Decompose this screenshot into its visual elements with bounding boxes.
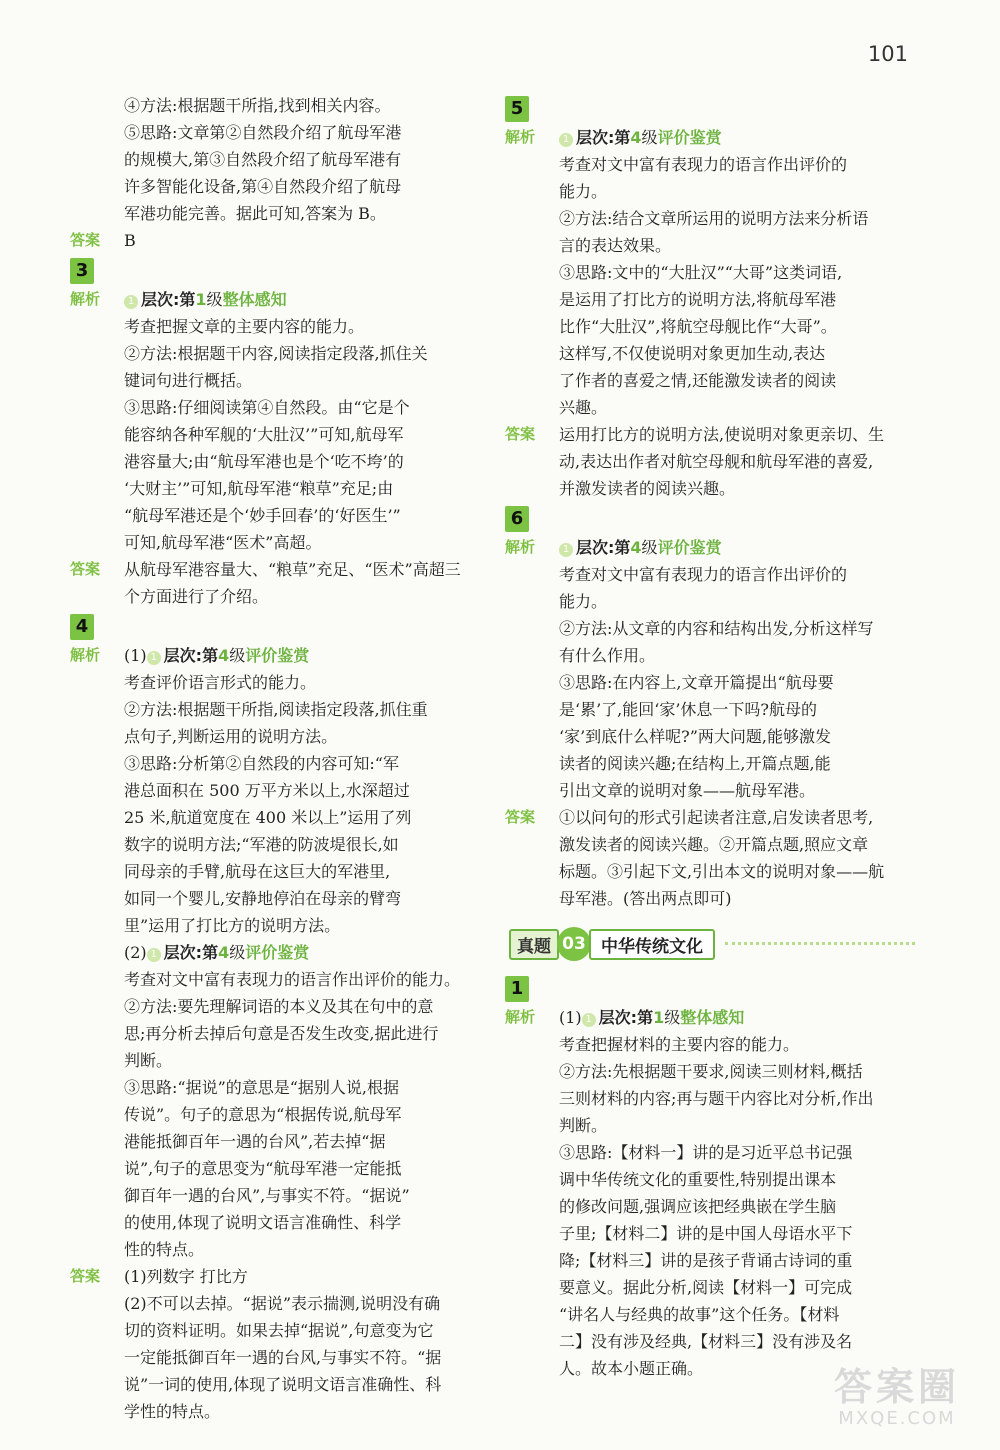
text-line: ‘家’到底什么样呢?”两大问题,能够激发 [559, 727, 832, 746]
answer-tag: 答案 [505, 808, 536, 826]
text-line: 考查对文中富有表现力的语言作出评价的能力。 [124, 970, 461, 989]
text-line: 有什么作用。 [559, 646, 656, 665]
analysis-tag: 解析 [505, 1008, 536, 1026]
text-line: 判断。 [124, 1051, 173, 1070]
text-line: ③思路:“据说”的意思是“据别人说,根据 [124, 1078, 400, 1097]
answer-text: (2)不可以去掉。“据说”表示揣测,说明没有确 [124, 1294, 441, 1313]
text-line: 数字的说明方法;“军港的防波堤很长,如 [124, 835, 399, 854]
text-line: 思;再分析去掉后句意是否发生改变,据此进行 [124, 1024, 439, 1043]
level-suffix: 级 [206, 290, 223, 309]
text-line: ③思路:文中的“大肚汉”“大哥”这类词语, [559, 263, 843, 282]
text-line: 考查把握材料的主要内容的能力。 [559, 1035, 800, 1054]
text-line: ②方法:要先理解词语的本义及其在句中的意 [124, 997, 434, 1016]
text-line: 读者的阅读兴趣;在结构上,开篇点题,能 [559, 754, 831, 773]
text-line: “讲名人与经典的故事”这个任务。【材料 [559, 1305, 840, 1324]
watermark-text: 答案圈 [833, 1365, 960, 1409]
section-title: 中华传统文化 [589, 929, 715, 960]
answer-line [505, 421, 915, 448]
question-number-5: 5 [505, 96, 529, 122]
question-number-6: 6 [505, 506, 529, 532]
text-line: 调中华传统文化的重要性,特别提出课本 [559, 1170, 837, 1189]
level-suffix: 级 [641, 128, 658, 147]
level-name: 整体感知 [222, 290, 287, 309]
circle-number-icon: 1 [147, 948, 161, 962]
text-line: 港总面积在 500 万平方米以上,水深超过 [124, 781, 410, 800]
text-line: 是‘累’了,能回‘家’休息一下吗?航母的 [559, 700, 818, 719]
text-line: 言的表达效果。 [559, 236, 672, 255]
answer-text: B [124, 231, 136, 250]
answer-text: 激发读者的阅读兴趣。②开篇点题,照应文章 [559, 835, 869, 854]
level-number: 1 [195, 290, 207, 309]
text-line: 引出文章的说明对象——航母军港。 [559, 781, 816, 800]
section-label: 真题 [509, 929, 559, 960]
text-line: 了作者的喜爱之情,还能激发读者的阅读 [559, 371, 837, 390]
text-line: 同母亲的手臂,航母在这巨大的军港里, [124, 862, 391, 881]
level-number: 4 [630, 128, 642, 147]
text-line: 能力。 [559, 592, 608, 611]
text-line: ③思路:仔细阅读第④自然段。由“它是个 [124, 398, 410, 417]
text-line: 人。故本小题正确。 [559, 1359, 704, 1378]
text-line: ②方法:根据题干所指,阅读指定段落,抓住重 [124, 700, 428, 719]
level-name: 评价鉴赏 [245, 943, 310, 962]
question-number-1: 1 [505, 976, 529, 1002]
circle-number-icon: 1 [582, 1013, 596, 1027]
level-number: 4 [218, 943, 230, 962]
answer-text: 母军港。(答出两点即可) [559, 889, 732, 908]
circle-number-icon: 1 [124, 295, 138, 309]
text-line: 可知,航母军港“医术”高超。 [124, 533, 322, 552]
text-line: 考查对文中富有表现力的语言作出评价的 [559, 155, 848, 174]
answer-text: 并激发读者的阅读兴趣。 [559, 479, 736, 498]
text-line: 传说”。句子的意思为“根据传说,航母军 [124, 1105, 402, 1124]
page-number: 101 [867, 42, 908, 66]
text-line: 的规模大,第③自然段介绍了航母军港有 [124, 150, 402, 169]
text-line: “航母军港还是个‘妙手回春’的‘好医生’” [124, 506, 401, 525]
text-line: 考查把握文章的主要内容的能力。 [124, 317, 365, 336]
question-number-3: 3 [70, 258, 94, 284]
answer-tag: 答案 [70, 231, 101, 249]
text-line: 降;【材料三】讲的是孩子背诵古诗词的重 [559, 1251, 853, 1270]
text-line: ④方法:根据题干所指,找到相关内容。 [124, 96, 391, 115]
analysis-head [505, 1004, 915, 1031]
text-line: 许多智能化设备,第④自然段介绍了航母 [124, 177, 402, 196]
level-name: 整体感知 [680, 1008, 745, 1027]
circle-number-icon: 1 [559, 133, 573, 147]
text-line: 考查对文中富有表现力的语言作出评价的 [559, 565, 848, 584]
text-line: 子里;【材料二】讲的是中国人母语水平下 [559, 1224, 853, 1243]
answer-text: ①以问句的形式引起读者注意,启发读者思考, [559, 808, 874, 827]
section-number: 03 [557, 927, 591, 961]
answer-line [505, 804, 915, 831]
level-prefix: 层次:第 [598, 1008, 654, 1027]
part-prefix: (1) [124, 646, 147, 665]
circle-number-icon: 1 [559, 543, 573, 557]
text-line: ③思路:分析第②自然段的内容可知:“军 [124, 754, 399, 773]
text-line: 25 米,航道宽度在 400 米以上”运用了列 [124, 808, 412, 827]
text-line: 键词句进行概括。 [124, 371, 253, 390]
analysis-head [505, 534, 915, 561]
left-column [70, 92, 480, 1425]
analysis-tag: 解析 [505, 128, 536, 146]
answer-text: 学性的特点。 [124, 1402, 221, 1421]
analysis-head [70, 642, 480, 669]
text-line: ⑤思路:文章第②自然段介绍了航母军港 [124, 123, 402, 142]
text-line: 是运用了打比方的说明方法,将航母军港 [559, 290, 837, 309]
level-suffix: 级 [229, 646, 246, 665]
answer-text: 从航母军港容量大、“粮草”充足、“医术”高超三 [124, 560, 461, 579]
text-line: ③思路:在内容上,文章开篇提出“航母要 [559, 673, 834, 692]
analysis-head [505, 124, 915, 151]
level-prefix: 层次:第 [576, 128, 631, 147]
level-name: 评价鉴赏 [245, 646, 310, 665]
section-banner [509, 926, 915, 962]
text-line: 点句子,判断运用的说明方法。 [124, 727, 338, 746]
level-prefix: 层次:第 [141, 290, 196, 309]
answer-text: 动,表达出作者对航空母舰和航母军港的喜爱, [559, 452, 874, 471]
answer-text: 个方面进行了介绍。 [124, 587, 269, 606]
part-prefix: (1) [559, 1008, 582, 1027]
text-line: 要意义。据此分析,阅读【材料一】可完成 [559, 1278, 853, 1297]
text-line: ③思路:【材料一】讲的是习近平总书记强 [559, 1143, 853, 1162]
answer-line [70, 556, 480, 583]
part-prefix: (2) [124, 943, 147, 962]
level-line [70, 939, 480, 966]
level-number: 4 [630, 538, 642, 557]
answer-text: 说”一词的使用,体现了说明文语言准确性、科 [124, 1375, 442, 1394]
text-line: 的使用,体现了说明文语言准确性、科学 [124, 1213, 402, 1232]
answer-text: 切的资料证明。如果去掉“据说”,句意变为它 [124, 1321, 434, 1340]
dotted-divider [725, 942, 915, 947]
text-line: ②方法:从文章的内容和结构出发,分析这样写 [559, 619, 874, 638]
text-line: 御百年一遇的台风”,与事实不符。“据说” [124, 1186, 410, 1205]
answer-text: (1)列数字 打比方 [124, 1267, 248, 1286]
answer-line [70, 227, 480, 254]
answer-line [70, 1263, 480, 1290]
text-line: 港容量大;由“航母军港也是个‘吃不垮’的 [124, 452, 404, 471]
answer-text: 运用打比方的说明方法,使说明对象更亲切、生 [559, 425, 885, 444]
text-line: 性的特点。 [124, 1240, 205, 1259]
text-line: 兴趣。 [559, 398, 608, 417]
level-suffix: 级 [664, 1008, 681, 1027]
analysis-head [70, 286, 480, 313]
text-line: 考查评价语言形式的能力。 [124, 673, 317, 692]
analysis-tag: 解析 [70, 290, 101, 308]
text-line: 军港功能完善。据此可知,答案为 B。 [124, 204, 386, 223]
text-line: 比作“大肚汉”,将航空母舰比作“大哥”。 [559, 317, 837, 336]
text-line: 如同一个婴儿,安静地停泊在母亲的臂弯 [124, 889, 402, 908]
text-line: 说”,句子的意思变为“航母军港一定能抵 [124, 1159, 402, 1178]
answer-tag: 答案 [70, 1267, 101, 1285]
question-number-4: 4 [70, 614, 94, 640]
text-line: 能容纳各种军舰的‘大肚汉’”可知,航母军 [124, 425, 404, 444]
right-column [505, 92, 915, 1382]
text-line: 三则材料的内容;再与题干内容比对分析,作出 [559, 1089, 874, 1108]
text-line: 二】没有涉及经典,【材料三】没有涉及名 [559, 1332, 853, 1351]
answer-tag: 答案 [505, 425, 536, 443]
answer-text: 一定能抵御百年一遇的台风,与事实不符。“据 [124, 1348, 442, 1367]
level-suffix: 级 [641, 538, 658, 557]
level-prefix: 层次:第 [163, 646, 219, 665]
level-number: 1 [653, 1008, 665, 1027]
text-line: ②方法:根据题干内容,阅读指定段落,抓住关 [124, 344, 428, 363]
text-line: 的修改问题,强调应该把经典嵌在学生脑 [559, 1197, 837, 1216]
circle-number-icon: 1 [147, 651, 161, 665]
text-line: 能力。 [559, 182, 608, 201]
text-line: 判断。 [559, 1116, 608, 1135]
analysis-tag: 解析 [505, 538, 536, 556]
text-line: 这样写,不仅使说明对象更加生动,表达 [559, 344, 826, 363]
level-number: 4 [218, 646, 230, 665]
answer-text: 标题。③引起下文,引出本文的说明对象——航 [559, 862, 885, 881]
text-line: 港能抵御百年一遇的台风”,若去掉“据 [124, 1132, 386, 1151]
analysis-tag: 解析 [70, 646, 101, 664]
level-prefix: 层次:第 [163, 943, 219, 962]
text-line: ②方法:结合文章所运用的说明方法来分析语 [559, 209, 869, 228]
level-name: 评价鉴赏 [657, 128, 722, 147]
text-line: 里”运用了打比方的说明方法。 [124, 916, 341, 935]
level-prefix: 层次:第 [576, 538, 631, 557]
answer-tag: 答案 [70, 560, 101, 578]
text-line: ‘大财主’”可知,航母军港“粮草”充足;由 [124, 479, 394, 498]
watermark-logo [822, 1366, 972, 1436]
watermark-url: MXQE.COM [838, 1408, 956, 1429]
text-line: ②方法:先根据题干要求,阅读三则材料,概括 [559, 1062, 863, 1081]
level-suffix: 级 [229, 943, 246, 962]
level-name: 评价鉴赏 [657, 538, 722, 557]
